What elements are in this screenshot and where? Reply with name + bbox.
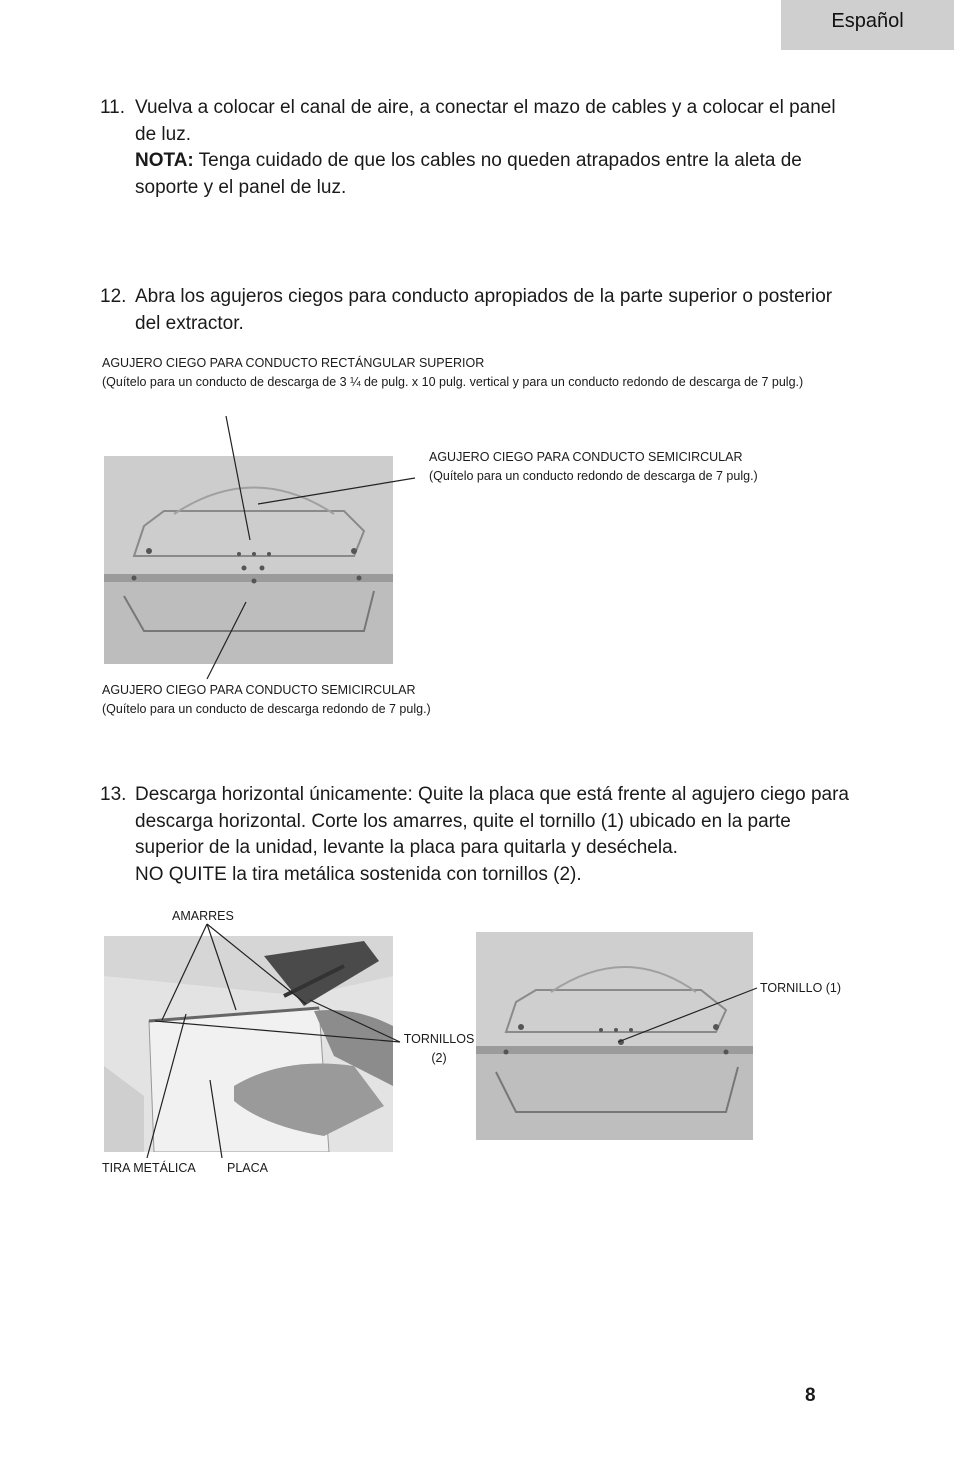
note-text: Tenga cuidado de que los cables no queden atrapados entre la aleta de soporte y el panel de luz. bbox=[135, 150, 802, 198]
screw-location-illustration bbox=[476, 932, 753, 1140]
step-warning: NO QUITE la tira metálica sostenida con tornillos (2). bbox=[135, 863, 582, 885]
label-tornillos-text: TORNILLOS bbox=[403, 1032, 475, 1046]
label-tira-metalica: TIRA METÁLICA bbox=[102, 1161, 196, 1175]
step-text: Descarga horizontal únicamente: Quite la placa que está frente al agujero ciego para descarga horizontal. Corte los amarres, quite el tornillo (1) ubicado en la parte superior de la unidad, levante la placa para quitarla y deséchela. bbox=[135, 784, 849, 858]
step-12 bbox=[100, 284, 860, 337]
page-number: 8 bbox=[805, 1385, 816, 1406]
language-tab: Español bbox=[781, 0, 954, 50]
step-number: 13. bbox=[100, 784, 127, 805]
range-hood-illustration bbox=[104, 456, 393, 664]
step-text: Abra los agujeros ciegos para conducto apropiados de la parte superior o posterior del extractor. bbox=[135, 286, 833, 334]
step-11 bbox=[100, 95, 860, 201]
label-title: AGUJERO CIEGO PARA CONDUCTO RECTÁNGULAR SUPERIOR bbox=[102, 356, 485, 370]
note-label: NOTA: bbox=[135, 150, 194, 171]
label-title: AGUJERO CIEGO PARA CONDUCTO SEMICIRCULAR bbox=[429, 450, 743, 464]
cutting-ties-illustration bbox=[104, 936, 393, 1152]
figure1-top-label bbox=[102, 354, 862, 392]
step-number: 12. bbox=[100, 286, 127, 307]
screw-location-photo bbox=[476, 932, 753, 1140]
figure1-bottom-label bbox=[102, 681, 602, 719]
figure1-right-label bbox=[429, 448, 849, 486]
label-desc: (Quítelo para un conducto redondo de descarga de 7 pulg.) bbox=[429, 469, 758, 483]
label-tornillos bbox=[402, 1030, 476, 1068]
step-13 bbox=[100, 782, 860, 888]
label-amarres: AMARRES bbox=[172, 909, 234, 923]
label-desc: (Quítelo para un conducto de descarga redondo de 7 pulg.) bbox=[102, 702, 431, 716]
step-number: 11. bbox=[100, 97, 126, 118]
step-text: Vuelva a colocar el canal de aire, a conectar el mazo de cables y a colocar el panel de luz. bbox=[135, 97, 836, 145]
label-tornillo-1: TORNILLO (1) bbox=[760, 981, 842, 995]
label-title: AGUJERO CIEGO PARA CONDUCTO SEMICIRCULAR bbox=[102, 683, 416, 697]
label-tornillos-count: (2) bbox=[431, 1051, 447, 1065]
label-desc: (Quítelo para un conducto de descarga de 3 ¼ de pulg. x 10 pulg. vertical y para un conducto redondo de descarga de 7 pulg.) bbox=[102, 375, 804, 389]
range-hood-top-photo bbox=[104, 456, 393, 664]
cutting-ties-photo bbox=[104, 936, 393, 1152]
step-note bbox=[135, 148, 860, 201]
label-placa: PLACA bbox=[227, 1161, 268, 1175]
